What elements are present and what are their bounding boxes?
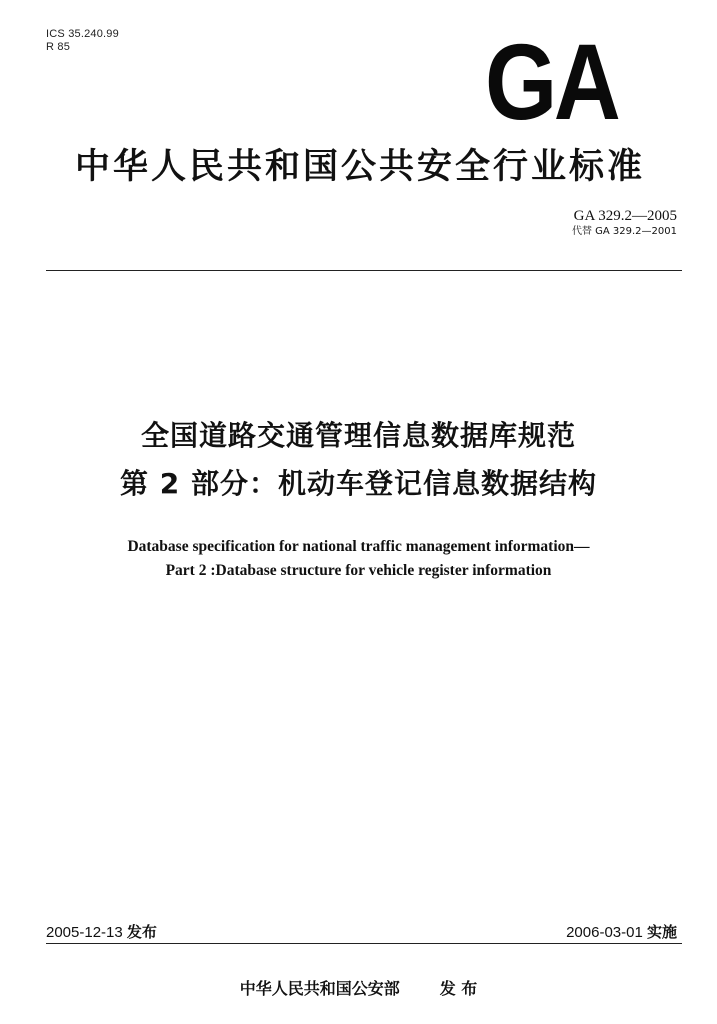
classification-codes: [46, 28, 119, 54]
english-title-line-1: Database specification for national traffic management information—: [127, 538, 590, 555]
publisher-name: 中华人民共和国公安部: [239, 979, 400, 998]
implement-date-block: [566, 922, 677, 943]
publisher-line: [0, 978, 717, 1000]
issue-date-block: [46, 922, 157, 943]
ics-code: ICS 35.240.99: [46, 28, 119, 40]
chinese-title-line-2: 第 2 部分：机动车登记信息数据结构: [120, 467, 597, 500]
standard-title: 中华人民共和国公共安全行业标准: [74, 147, 645, 187]
issue-label: 发布: [126, 923, 157, 941]
ga-logo: GA: [485, 21, 618, 142]
issue-date: 2005-12-13: [46, 924, 123, 941]
publisher-label: 发 布: [439, 979, 478, 998]
footer-divider: [46, 943, 682, 944]
chinese-title-line-1: 全国道路交通管理信息数据库规范: [140, 419, 576, 452]
implement-label: 实施: [646, 923, 677, 941]
implement-date: 2006-03-01: [566, 924, 643, 941]
english-title-line-2: Part 2 :Database structure for vehicle register information: [165, 562, 552, 579]
ccs-code: R 85: [46, 41, 71, 53]
replaces-standard: 代替 GA 329.2—2001: [571, 226, 677, 237]
standard-number: GA 329.2—2005: [573, 208, 677, 224]
standard-number-block: [572, 208, 677, 238]
header-divider: [46, 270, 682, 271]
